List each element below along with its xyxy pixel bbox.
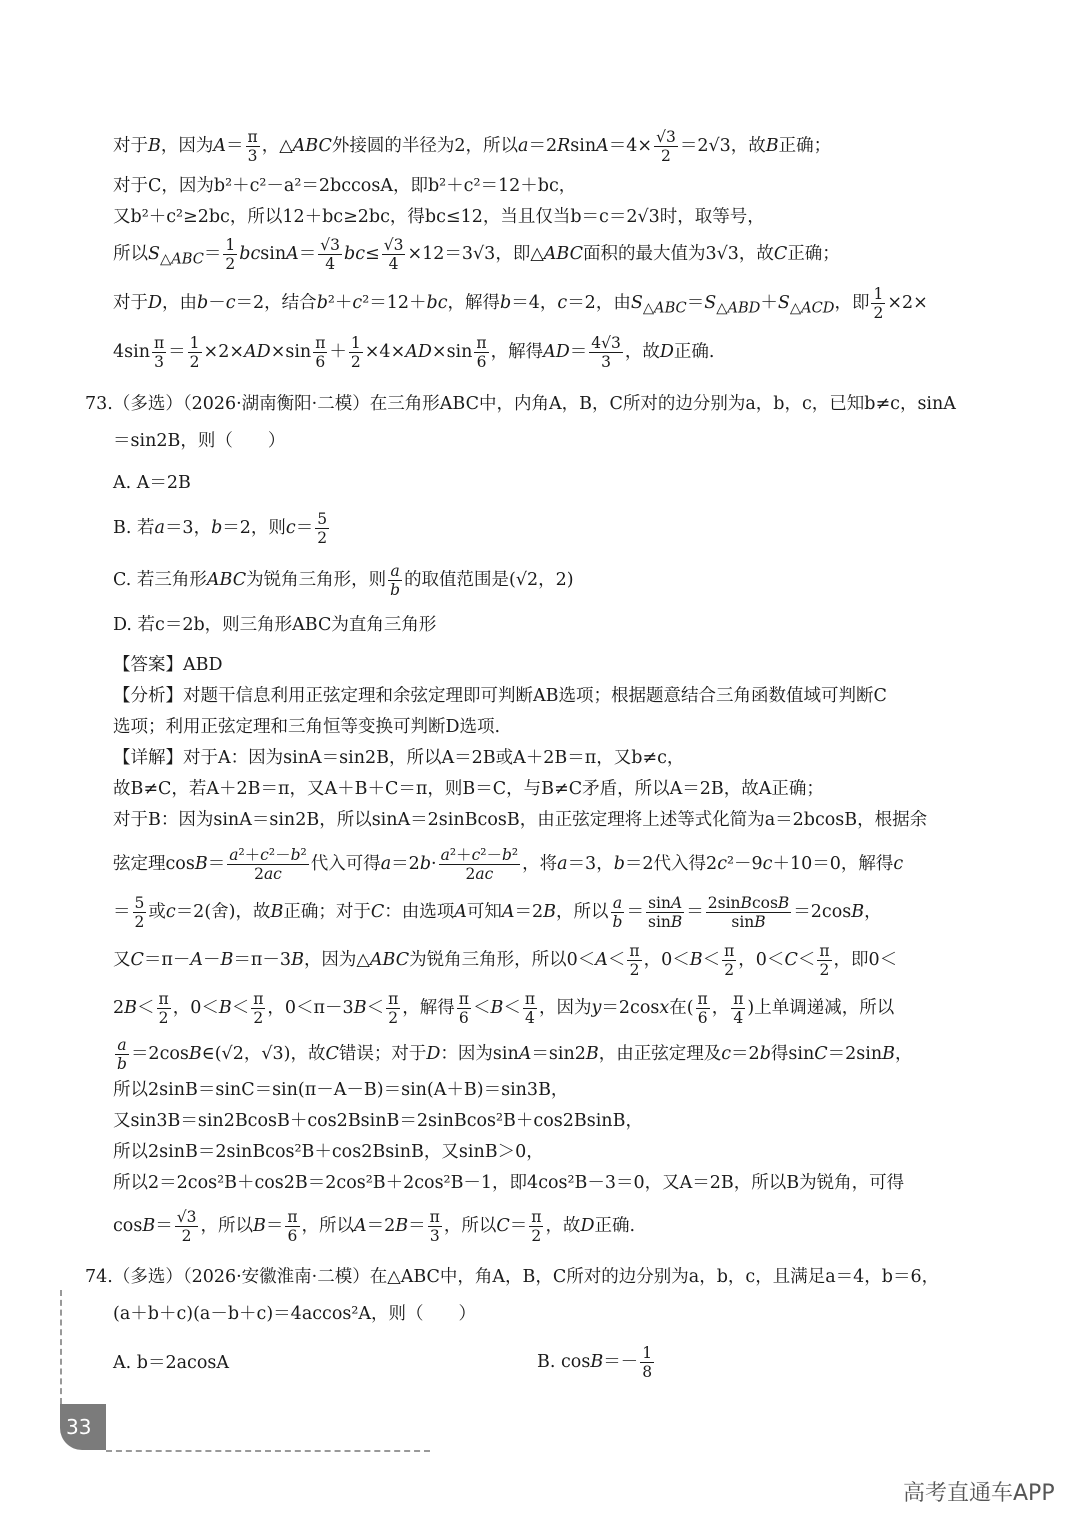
q73-option-c: C. 若三角形ABC为锐角三角形，则 $\frac{a}{b}$ 的取值范围是(√2，2)	[113, 562, 574, 599]
q73-option-a: A. A＝2B	[113, 473, 191, 493]
solution-line-1: 对于B，因为A＝ $\frac{\pi}{3}$ ，△ABC外接圆的半径为2，所以a＝2RsinA＝4× $\frac{√3}{2}$ ＝2√3，故B正确；	[113, 128, 832, 165]
q73-detail-10: 又sin3B＝sin2BcosB＋cos2BsinB＝2sinBcos²B＋cos2BsinB，	[113, 1111, 643, 1131]
q73-option-d: D. 若c＝2b，则三角形ABC为直角三角形	[113, 615, 437, 635]
page-border-dashed-horizontal	[106, 1450, 430, 1452]
q73-detail-11: 所以2sinB＝2sinBcos²B＋cos2BsinB，又sinB＞0，	[113, 1142, 544, 1162]
q74-option-b: B. cosB＝－ $\frac{1}{8}$	[537, 1344, 653, 1381]
q73-detail-3: 对于B：因为sinA＝sin2B，所以sinA＝2sinBcosB，由正弦定理将上述等式化简为a＝2bcosB，根据余	[113, 810, 928, 830]
q73-detail-13: cosB＝ $\frac{√3}{2}$ ，所以B＝ $\frac{\pi}{6}$ ，所以A＝2B＝ $\frac{\pi}{3}$ ，所以C＝ $\frac{\pi}{2}$ ，故D正确.	[113, 1208, 636, 1245]
page-border-dashed-vertical	[60, 1290, 62, 1404]
q73-detail-4: 弦定理cosB＝ $\frac{\text{a²＋c²－b²}}{2ac}$ 代入可得a＝2b· $\frac{\text{a²＋c²－b²}}{2ac}$ ，将a＝3，b＝2代入得2c²－9c＋10＝0，解得c	[113, 846, 904, 883]
q73-detail-9: 所以2sinB＝sinC＝sin(π－A－B)＝sin(A＋B)＝sin3B，	[113, 1080, 569, 1100]
q73-analysis-2: 选项；利用正弦定理和三角恒等变换可判断D选项.	[113, 717, 501, 737]
solution-line-4: 所以$S_{\triangle ABC}=$ $\frac{1}{2}$ bcsinA＝ $\frac{√3}{4}$ bc≤ $\frac{√3}{4}$ ×12＝3√3，即△ABC面积的最大值为3√3，故C正确；	[113, 236, 840, 273]
q74-stem-line-1: 74.（多选）（2026·安徽淮南·二模）在△ABC中，角A，B，C所对的边分别为a，b，c，且满足a＝4，b＝6，	[85, 1267, 940, 1287]
solution-line-6: 4sin $\frac{\pi}{3}$ ＝ $\frac{1}{2}$ ×2×AD×sin $\frac{\pi}{6}$ ＋ $\frac{1}{2}$ ×4×AD×sin $\frac{\pi}{6}$ ，解得AD＝ $\frac{4√3}{3}$ ，故D正确.	[113, 334, 715, 371]
solution-line-3: 又b²＋c²≥2bc，所以12＋bc≥2bc，得bc≤12，当且仅当b＝c＝2√3时，取等号，	[113, 207, 765, 227]
q73-option-b: B. 若a＝3，b＝2，则c＝ $\frac{5}{2}$	[113, 510, 328, 547]
solution-line-2: 对于C，因为b²＋c²－a²＝2bccosA，即b²＋c²＝12＋bc，	[113, 176, 577, 196]
q74-stem-line-2: (a＋b＋c)(a－b＋c)＝4accos²A，则（ ）	[113, 1304, 477, 1324]
q74-option-a: A. b＝2acosA	[113, 1353, 229, 1373]
page-number: 33	[66, 1415, 92, 1439]
watermark: 高考直通车APP	[903, 1481, 1055, 1506]
q73-stem-line-2: ＝sin2B，则（ ）	[113, 431, 286, 451]
solution-line-5: 对于D，由b－c＝2，结合b²＋c²＝12＋bc，解得b＝4，c＝2，由$S_{\triangle ABC}=S_{\triangle ABD}+S_{\triangle ACD}$，即 $\frac{1}{2}$ ×2×	[113, 285, 928, 322]
q73-detail-8: $\frac{a}{b}$ ＝2cosB∈(√2，√3)，故C错误；对于D：因为sinA＝sin2B，由正弦定理及c＝2b得sinC＝2sinB，	[117, 1036, 913, 1073]
q73-detail-1: 【详解】对于A：因为sinA＝sin2B，所以A＝2B或A＋2B＝π，又b≠c，	[113, 748, 685, 768]
q73-detail-12: 所以2＝2cos²B＋cos2B＝2cos²B＋2cos²B－1，即4cos²B－3＝0，又A＝2B，所以B为锐角，可得	[113, 1173, 905, 1193]
q73-detail-2: 故B≠C，若A＋2B＝π，又A＋B＋C＝π，则B＝C，与B≠C矛盾，所以A＝2B，故A正确；	[113, 779, 824, 799]
q73-detail-7: 2B＜ $\frac{\pi}{2}$ ，0＜B＜ $\frac{\pi}{2}$ ，0＜π－3B＜ $\frac{\pi}{2}$ ，解得 $\frac{\pi}{6}$ ＜B＜ $\frac{\pi}{4}$ ，因为y＝2cosx在( $\frac{\pi}{6}$ ， $\frac{\pi}{4}$ )上单调递减，所以	[113, 990, 895, 1027]
q73-stem-line-1: 73.（多选）（2026·湖南衡阳·二模）在三角形ABC中，内角A，B，C所对的边分别为a，b，c，已知b≠c，sinA	[85, 394, 956, 414]
q73-analysis-1: 【分析】对题干信息利用正弦定理和余弦定理即可判断AB选项；根据题意结合三角函数值域可判断C	[113, 686, 887, 706]
q73-detail-5: ＝ $\frac{5}{2}$ 或c＝2(舍)，故B正确；对于C：由选项A可知A＝2B，所以 $\frac{a}{b}$ ＝ $\frac{\sin A}{\sin B}$ ＝ $\frac{\text{2sinBcosB}}{\sin B}$ ＝2cosB，	[113, 894, 882, 931]
q73-detail-6: 又C＝π－A－B＝π－3B，因为△ABC为锐角三角形，所以0＜A＜ $\frac{\pi}{2}$ ，0＜B＜ $\frac{\pi}{2}$ ，0＜C＜ $\frac{\pi}{2}$ ，即0＜	[113, 942, 898, 979]
q73-answer: 【答案】ABD	[113, 655, 223, 675]
